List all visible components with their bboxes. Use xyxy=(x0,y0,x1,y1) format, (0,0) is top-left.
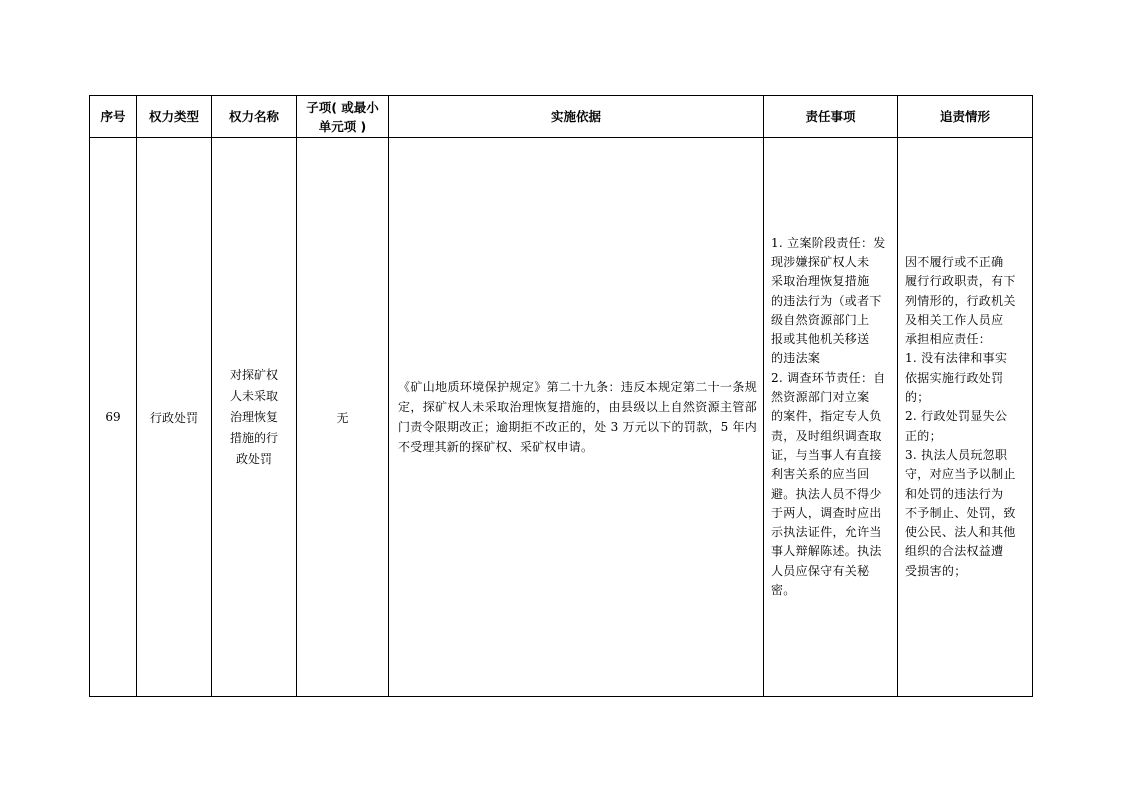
basis-text: 《矿山地质环境保护规定》第二十九条：违反本规定第二十一条规定，探矿权人未采取治理恢复措施的，由县级以上自然资源主管部门责令限期改正；逾期拒不改正的，处 3 万元以下的罚款，5 年内不受理其新的探矿权、采矿权申请。 xyxy=(398,380,757,454)
cell-basis xyxy=(389,138,764,697)
table-row xyxy=(90,138,1033,697)
power-name-text: 对探矿权 人未采取 治理恢复 措施的行 政处罚 xyxy=(229,367,278,466)
header-basis: 实施依据 xyxy=(389,96,764,138)
cell-seq: 69 xyxy=(90,138,137,697)
responsibilities-text: 1. 立案阶段责任：发 现涉嫌探矿权人未 采取治理恢复措施 的违法行为（或者下 级自然资源部门上 报或其他机关移送 的违法案 2. 调查环节责任：自 然资源部门对立案 的案件，指定专人负 责，及时组织调查取 证，与当事人有直接 利害关系的应当回 避。执法人员不得少 于两人，调查时应出 示执法证件，允许当 事人辩解陈述。执法 人员应保守有关秘 密。 xyxy=(771,235,886,598)
header-responsibilities: 责任事项 xyxy=(764,96,898,138)
header-power-type: 权力类型 xyxy=(137,96,212,138)
header-power-name: 权力名称 xyxy=(212,96,297,138)
header-sub-item-label: 子项( 或最小 单元项 ) xyxy=(306,99,379,134)
cell-power-type: 行政处罚 xyxy=(137,138,212,697)
cell-sub-item: 无 xyxy=(297,138,389,697)
header-seq: 序号 xyxy=(90,96,137,138)
header-row xyxy=(90,96,1033,138)
cell-responsibilities xyxy=(764,138,898,697)
cell-accountability xyxy=(898,138,1033,697)
header-accountability: 追责情形 xyxy=(898,96,1033,138)
accountability-text: 因不履行或不正确 履行行政职责，有下 列情形的，行政机关 及相关工作人员应 承担相应责任： 1. 没有法律和事实 依据实施行政处罚 的； 2. 行政处罚显失公 正的； 3. 执法人员玩忽职 守，对应当予以制止 和处罚的违法行为 不予制止、处罚，致 使公民、法人和其他 组织的合法权益遭 受损害的； xyxy=(905,254,1016,578)
power-list-table xyxy=(89,95,1033,697)
header-sub-item xyxy=(297,96,389,138)
cell-power-name xyxy=(212,138,297,697)
